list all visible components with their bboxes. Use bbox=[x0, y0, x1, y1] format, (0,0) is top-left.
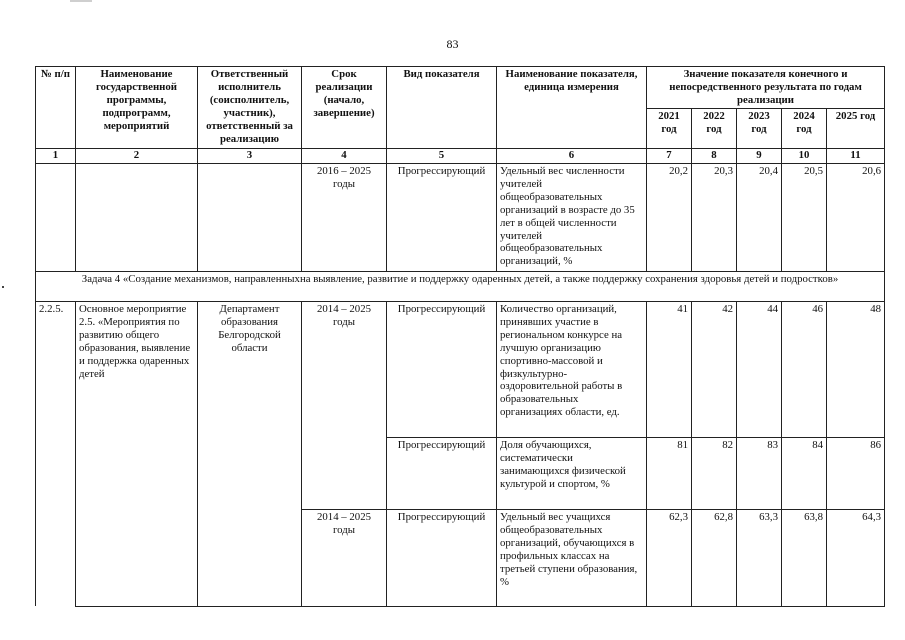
task-row bbox=[36, 271, 885, 301]
cell-indicator-type: Прогрессирующий bbox=[387, 163, 497, 271]
cell-empty bbox=[198, 163, 302, 271]
header-num: № п/п bbox=[36, 67, 76, 149]
cell-indicator-type: Прогрессирующий bbox=[387, 437, 497, 509]
cell-program-name: Основное мероприятие 2.5. «Мероприятия по развитию общего образования, выявление и поддержка одаренных детей bbox=[76, 301, 198, 606]
cell-value-2022: 62,8 bbox=[692, 509, 737, 606]
cell-value-2024: 84 bbox=[782, 437, 827, 509]
cell-value-2024: 20,5 bbox=[782, 163, 827, 271]
cell-value-2021: 81 bbox=[647, 437, 692, 509]
cell-indicator-name: Доля обучающихся, систематически занимающихся физической культурой и спортом, % bbox=[497, 437, 647, 509]
scan-dot bbox=[2, 286, 4, 288]
cell-indicator-name: Удельный вес учащихся общеобразовательных организаций, обучающихся в профильных классах на третьей ступени образования, % bbox=[497, 509, 647, 606]
header-year-2024: 2024 год bbox=[782, 108, 827, 148]
header-year-2021: 2021 год bbox=[647, 108, 692, 148]
column-number: 7 bbox=[647, 148, 692, 163]
cell-value-2023: 63,3 bbox=[737, 509, 782, 606]
column-number: 1 bbox=[36, 148, 76, 163]
column-number: 2 bbox=[76, 148, 198, 163]
cell-indicator-type: Прогрессирующий bbox=[387, 301, 497, 437]
table-row bbox=[36, 301, 885, 437]
cell-value-2023: 83 bbox=[737, 437, 782, 509]
column-number: 5 bbox=[387, 148, 497, 163]
column-number: 3 bbox=[198, 148, 302, 163]
cell-number: 2.2.5. bbox=[36, 301, 76, 606]
cell-value-2025: 20,6 bbox=[827, 163, 885, 271]
table-row bbox=[36, 163, 885, 271]
page-number: 83 bbox=[446, 37, 459, 51]
header-year-2023: 2023 год bbox=[737, 108, 782, 148]
header-period: Срок реализации (начало, завершение) bbox=[302, 67, 387, 149]
cell-empty bbox=[36, 163, 76, 271]
cell-value-2023: 20,4 bbox=[737, 163, 782, 271]
cell-value-2022: 42 bbox=[692, 301, 737, 437]
cell-value-2023: 44 bbox=[737, 301, 782, 437]
column-numbers-row bbox=[36, 148, 885, 163]
header-indicator-name: Наименование показателя, единица измерения bbox=[497, 67, 647, 149]
cell-value-2022: 20,3 bbox=[692, 163, 737, 271]
header-row-1 bbox=[36, 67, 885, 109]
task-heading: Задача 4 «Создание механизмов, направленныхна выявление, развитие и поддержку одаренных детей, а также поддержку сохранения здоровья детей и подростков» bbox=[36, 271, 885, 301]
column-number: 4 bbox=[302, 148, 387, 163]
header-year-2022: 2022 год bbox=[692, 108, 737, 148]
header-indicator-type: Вид показателя bbox=[387, 67, 497, 149]
cell-value-2022: 82 bbox=[692, 437, 737, 509]
scan-artifact bbox=[70, 0, 92, 2]
cell-value-2025: 48 bbox=[827, 301, 885, 437]
cell-indicator-name: Количество организаций, принявших участие в региональном конкурсе на лучшую организацию спортивно-массовой и физкультурно-оздоровительной работы в образовательных организациях области, ед. bbox=[497, 301, 647, 437]
cell-period: 2016 – 2025 годы bbox=[302, 163, 387, 271]
cell-value-2021: 20,2 bbox=[647, 163, 692, 271]
cell-period: 2014 – 2025 годы bbox=[302, 301, 387, 509]
header-program: Наименование государственной программы, подпрограмм, мероприятий bbox=[76, 67, 198, 149]
cell-empty bbox=[76, 163, 198, 271]
column-number: 8 bbox=[692, 148, 737, 163]
column-number: 9 bbox=[737, 148, 782, 163]
header-executor: Ответственный исполнитель (соисполнитель, участник), ответственный за реализацию bbox=[198, 67, 302, 149]
cell-value-2021: 62,3 bbox=[647, 509, 692, 606]
column-number: 6 bbox=[497, 148, 647, 163]
cell-value-2024: 63,8 bbox=[782, 509, 827, 606]
header-year-2025: 2025 год bbox=[827, 108, 885, 148]
cell-executor: Департамент образования Белгородской области bbox=[198, 301, 302, 606]
header-values: Значение показателя конечного и непосредственного результата по годам реализации bbox=[647, 67, 885, 109]
column-number: 11 bbox=[827, 148, 885, 163]
cell-value-2021: 41 bbox=[647, 301, 692, 437]
cell-indicator-type: Прогрессирующий bbox=[387, 509, 497, 606]
column-number: 10 bbox=[782, 148, 827, 163]
cell-period: 2014 – 2025 годы bbox=[302, 509, 387, 606]
cell-value-2025: 64,3 bbox=[827, 509, 885, 606]
cell-value-2025: 86 bbox=[827, 437, 885, 509]
cell-indicator-name: Удельный вес численности учителей общеобразовательных организаций в возрасте до 35 лет в общей численности учителей общеобразовательных организаций, % bbox=[497, 163, 647, 271]
indicators-table bbox=[35, 66, 885, 607]
cell-value-2024: 46 bbox=[782, 301, 827, 437]
